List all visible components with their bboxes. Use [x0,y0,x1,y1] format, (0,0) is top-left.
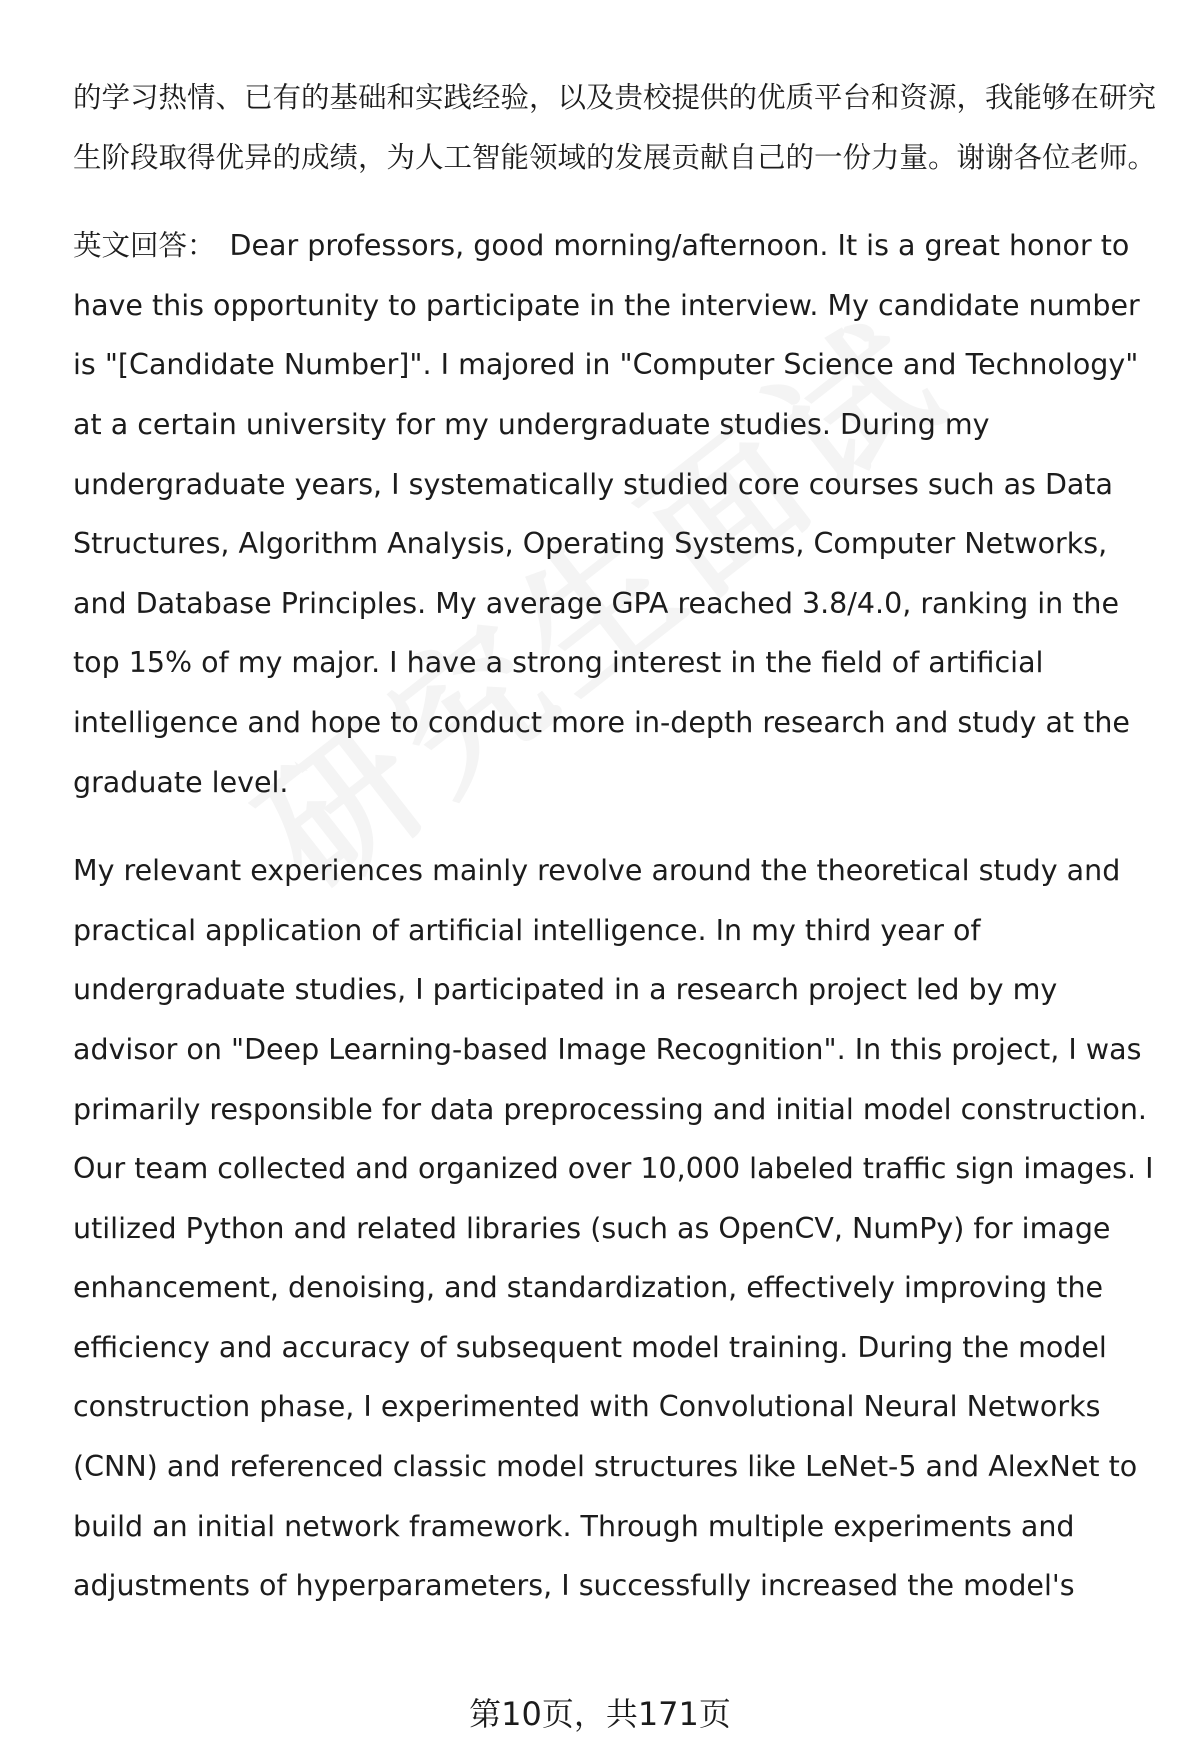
paragraph-chinese-conclusion: 的学习热情、已有的基础和实践经验，以及贵校提供的优质平台和资源，我能够在研究生阶段取得优异的成绩，为人工智能领域的发展贡献自己的一份力量。谢谢各位老师。 [73,81,1157,174]
paragraph-english-intro [73,216,1163,812]
english-intro-text: Dear professors, good morning/afternoon. It is a great honor to have this opportunity to participate in the interview. My candidate number is "[Candidate Number]". I majored in "Computer Science and Technology" at a certain university for my undergraduate studies. During my undergraduate years, I systematically studied core courses such as Data Structures, Algorithm Analysis, Operating Systems, Computer Networks, and Database Principles. My average GPA reached 3.8/4.0, ranking in the top 15% of my major. I have a strong interest in the field of artificial intelligence and hope to conduct more in-depth research and study at the graduate level. [73,229,1140,799]
document-body [73,68,1163,1645]
page-number: 第10页，共171页 [469,1695,731,1733]
paragraph-english-experience: My relevant experiences mainly revolve around the theoretical study and practical application of artificial intelligence. In my third year of undergraduate studies, I participated in a research project led by my advisor on "Deep Learning-based Image Recognition". In this project, I was primarily responsible for data preprocessing and initial model construction. Our team collected and organized over 10,000 labeled traffic sign images. I utilized Python and related libraries (such as OpenCV, NumPy) for image enhancement, denoising, and standardization, effectively improving the efficiency and accuracy of subsequent model training. During the model construction phase, I experimented with Convolutional Neural Networks (CNN) and referenced classic model structures like LeNet-5 and AlexNet to build an initial network framework. Through multiple experiments and adjustments of hyperparameters, I successfully increased the model's [73,854,1154,1603]
english-answer-label: 英文回答： [73,229,216,263]
